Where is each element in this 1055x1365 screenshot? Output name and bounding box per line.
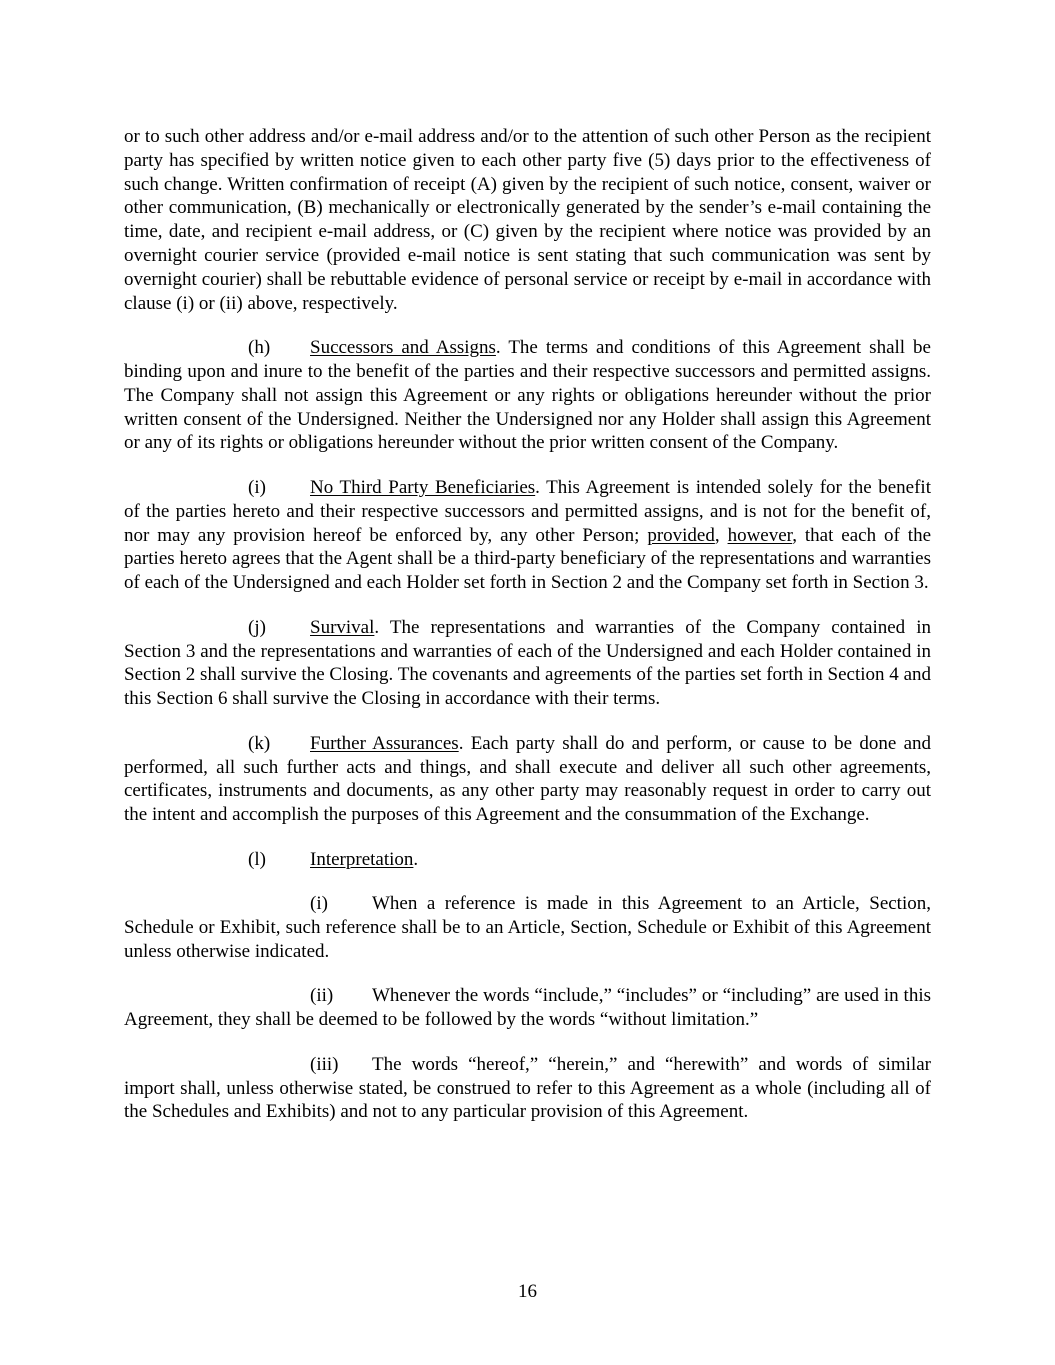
section-heading: Survival bbox=[310, 616, 375, 638]
subsection-number: (i) bbox=[310, 893, 328, 915]
subsection-l-i bbox=[124, 892, 931, 963]
document-body bbox=[124, 125, 931, 1145]
section-number: (j) bbox=[248, 616, 266, 638]
section-text: . Each party shall do and perform, or cause to be done and performed, all such further acts and things, and shall execute and deliver all such other agreements, certificates, instruments and documents, as any other party may reasonably request in order to carry out the intent and accomplish the purposes of this Agreement and the consummation of the Exchange. bbox=[124, 732, 931, 826]
subsection-number: (iii) bbox=[310, 1053, 339, 1075]
section-heading: No Third Party Beneficiaries bbox=[310, 476, 536, 498]
however-term: however bbox=[727, 524, 793, 546]
section-heading: Interpretation bbox=[310, 848, 414, 870]
section-text: . The terms and conditions of this Agreement shall be binding upon and inure to the benefit of the parties and their respective successors and permitted assigns. The Company shall not assign this Agreement or any rights or obligations hereunder without the prior written consent of the Undersigned. Neither the Undersigned nor any Holder shall assign this Agreement or any of its rights or obligations hereunder without the prior written consent of the Company. bbox=[124, 337, 931, 454]
provided-term: provided bbox=[647, 524, 715, 546]
section-number: (l) bbox=[248, 848, 266, 870]
subsection-number: (ii) bbox=[310, 985, 334, 1007]
comma-separator: , bbox=[714, 524, 728, 546]
page-number: 16 bbox=[518, 1281, 537, 1302]
section-text: . This Agreement is intended solely for the benefit of the parties hereto and their respective successors and permitted assigns, and is not for the benefit of, nor may any provision hereof be enforced by, any other Person; bbox=[124, 476, 931, 546]
subsection-text: The words “hereof,” “herein,” and “herewith” and words of similar import shall, unless otherwise stated, be construed to refer to this Agreement as a whole (including all of the Schedules and Exhibits) and not to any particular provision of this Agreement. bbox=[124, 1053, 931, 1123]
section-heading: Further Assurances bbox=[310, 732, 459, 754]
subsection-l-iii bbox=[124, 1053, 931, 1124]
section-heading: Successors and Assigns bbox=[310, 337, 496, 359]
section-text: . The representations and warranties of the Company contained in Section 3 and the representations and warranties of each of the Undersigned and each Holder contained in Section 2 shall survive the Closing. The covenants and agreements of the parties set forth in Section 4 and this Section 6 shall survive the Closing in accordance with their terms. bbox=[124, 616, 931, 710]
subsection-text: When a reference is made in this Agreement to an Article, Section, Schedule or Exhibit, such reference shall be to an Article, Section, Schedule or Exhibit of this Agreement unless otherwise indicated. bbox=[124, 893, 931, 962]
section-j-survival bbox=[124, 616, 931, 711]
notice-continuation-paragraph: or to such other address and/or e-mail address and/or to the attention of such other Person as the recipient party has specified by written notice given to each other party five (5) days prior to the effectiveness of such change. Written confirmation of receipt (A) given by the recipient of such notice, consent, waiver or other communication, (B) mechanically or electronically generated by the sender’s e-mail containing the time, date, and recipient e-mail address, or (C) given by the recipient where notice was provided by an overnight courier service (provided e-mail notice is sent stating that such communication was sent by overnight courier) shall be rebuttable evidence of personal service or receipt by e-mail in accordance with clause (i) or (ii) above, respectively. bbox=[124, 126, 931, 314]
section-l-interpretation bbox=[124, 848, 931, 872]
subsection-text: Whenever the words “include,” “includes” or “including” are used in this Agreement, they shall be deemed to be followed by the words “without limitation.” bbox=[124, 985, 931, 1031]
subsection-l-ii bbox=[124, 984, 931, 1032]
section-h-successors-and-assigns bbox=[124, 336, 931, 455]
section-number: (h) bbox=[248, 337, 271, 359]
section-text-continued: , that each of the parties hereto agrees that the Agent shall be a third-party beneficiary of the representations and warranties of each of the Undersigned and each Holder set forth in Section 2 and the Company set forth in Section 3. bbox=[124, 524, 931, 594]
section-number: (k) bbox=[248, 732, 271, 754]
section-number: (i) bbox=[248, 476, 266, 498]
section-i-no-third-party-beneficiaries bbox=[124, 476, 931, 595]
section-heading-period: . bbox=[413, 848, 419, 870]
section-k-further-assurances bbox=[124, 732, 931, 827]
